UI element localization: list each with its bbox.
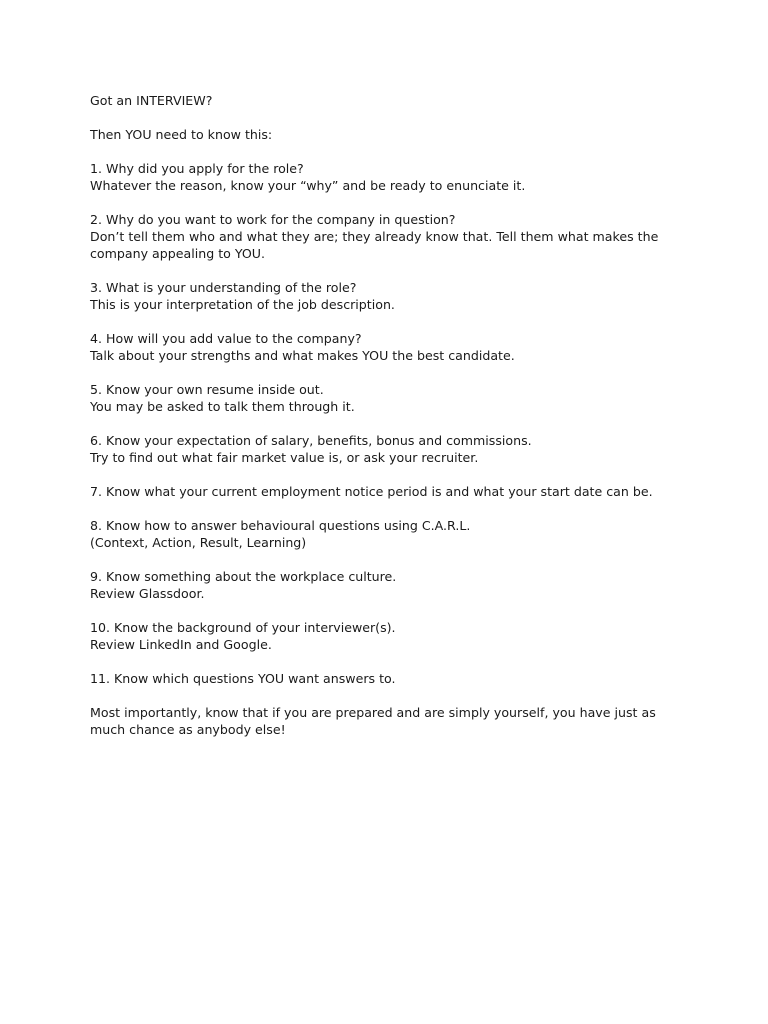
item-question: 8. Know how to answer behavioural questions using C.A.R.L.	[90, 518, 471, 533]
list-item	[90, 517, 680, 551]
document-title: Got an INTERVIEW?	[90, 93, 213, 108]
list-item	[90, 568, 680, 602]
item-detail: You may be asked to talk them through it.	[90, 399, 355, 414]
list-item	[90, 279, 680, 313]
item-question: 3. What is your understanding of the role?	[90, 280, 357, 295]
list-item	[90, 670, 680, 687]
list-item	[90, 160, 680, 194]
item-question: 2. Why do you want to work for the company in question?	[90, 212, 456, 227]
item-question: 10. Know the background of your interviewer(s).	[90, 620, 396, 635]
list-item	[90, 211, 680, 262]
list-item	[90, 330, 680, 364]
list-item	[90, 432, 680, 466]
item-detail: Review Glassdoor.	[90, 586, 205, 601]
item-question: 7. Know what your current employment notice period is and what your start date can be.	[90, 484, 653, 499]
document-closing: Most importantly, know that if you are prepared and are simply yourself, you have just as much chance as anybody else!	[90, 705, 656, 737]
item-question: 5. Know your own resume inside out.	[90, 382, 324, 397]
document-page	[90, 92, 680, 738]
document-intro: Then YOU need to know this:	[90, 127, 273, 142]
item-detail: Try to find out what fair market value is, or ask your recruiter.	[90, 450, 479, 465]
list-item	[90, 483, 680, 500]
item-detail: This is your interpretation of the job description.	[90, 297, 395, 312]
item-question: 6. Know your expectation of salary, benefits, bonus and commissions.	[90, 433, 532, 448]
item-question: 9. Know something about the workplace culture.	[90, 569, 397, 584]
list-item	[90, 619, 680, 653]
item-detail: Don’t tell them who and what they are; they already know that. Tell them what makes the company appealing to YOU.	[90, 229, 659, 261]
item-detail: Whatever the reason, know your “why” and be ready to enunciate it.	[90, 178, 526, 193]
item-question: 4. How will you add value to the company?	[90, 331, 362, 346]
item-question: 11. Know which questions YOU want answers to.	[90, 671, 396, 686]
item-detail: Talk about your strengths and what makes YOU the best candidate.	[90, 348, 515, 363]
list-item	[90, 381, 680, 415]
item-detail: (Context, Action, Result, Learning)	[90, 535, 307, 550]
item-detail: Review LinkedIn and Google.	[90, 637, 272, 652]
item-question: 1. Why did you apply for the role?	[90, 161, 304, 176]
